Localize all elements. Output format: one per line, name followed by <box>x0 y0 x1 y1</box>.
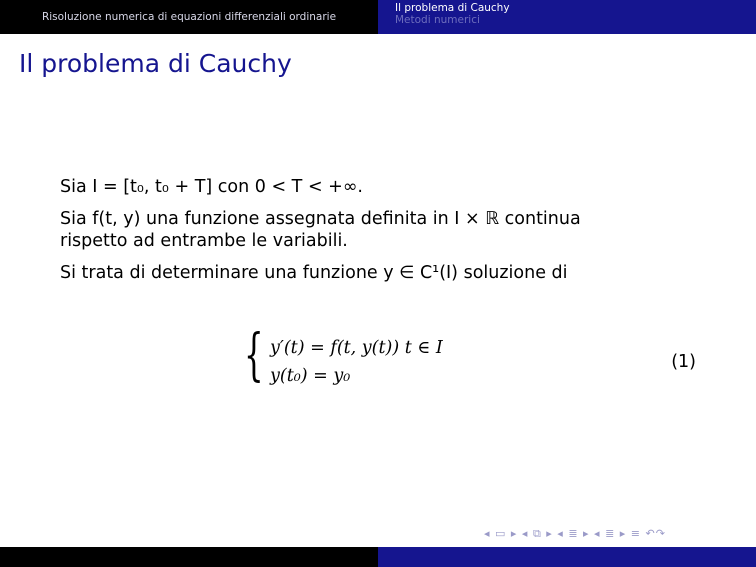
cauchy-system <box>244 323 704 392</box>
footer-bar <box>0 547 756 567</box>
section-navigation <box>378 0 756 34</box>
initial-condition: y(t₀) = y₀ <box>270 366 351 386</box>
left-brace-symbol: { <box>244 323 264 388</box>
function-definition <box>60 208 700 252</box>
section-link-cauchy[interactable]: Il problema di Cauchy <box>395 2 510 14</box>
problem-statement: Si trata di determinare una funzione y ∈ C¹(I) soluzione di <box>60 263 568 283</box>
presentation-title[interactable]: Risoluzione numerica di equazioni differenziali ordinarie <box>0 0 378 34</box>
interval-definition: Sia I = [t₀, t₀ + T] con 0 < T < +∞. <box>60 177 363 197</box>
function-definition-line2: rispetto ad entrambe le variabili. <box>60 231 348 251</box>
footer-right <box>378 547 756 567</box>
beamer-navigation-icons[interactable]: ◂ ▭ ▸ ◂ ⧉ ▸ ◂ ≣ ▸ ◂ ≣ ▸ ≡ ↶↷ <box>484 527 666 540</box>
frame-title: Il problema di Cauchy <box>19 49 292 78</box>
differential-equation: y′(t) = f(t, y(t)) t ∈ I <box>270 338 443 358</box>
equation-number: (1) <box>671 352 696 372</box>
section-link-metodi[interactable]: Metodi numerici <box>395 14 480 26</box>
function-definition-line1: Sia f(t, y) una funzione assegnata definita in I × ℝ continua <box>60 209 581 229</box>
header-bar <box>0 0 756 34</box>
footer-left <box>0 547 378 567</box>
slide-body <box>60 176 700 294</box>
